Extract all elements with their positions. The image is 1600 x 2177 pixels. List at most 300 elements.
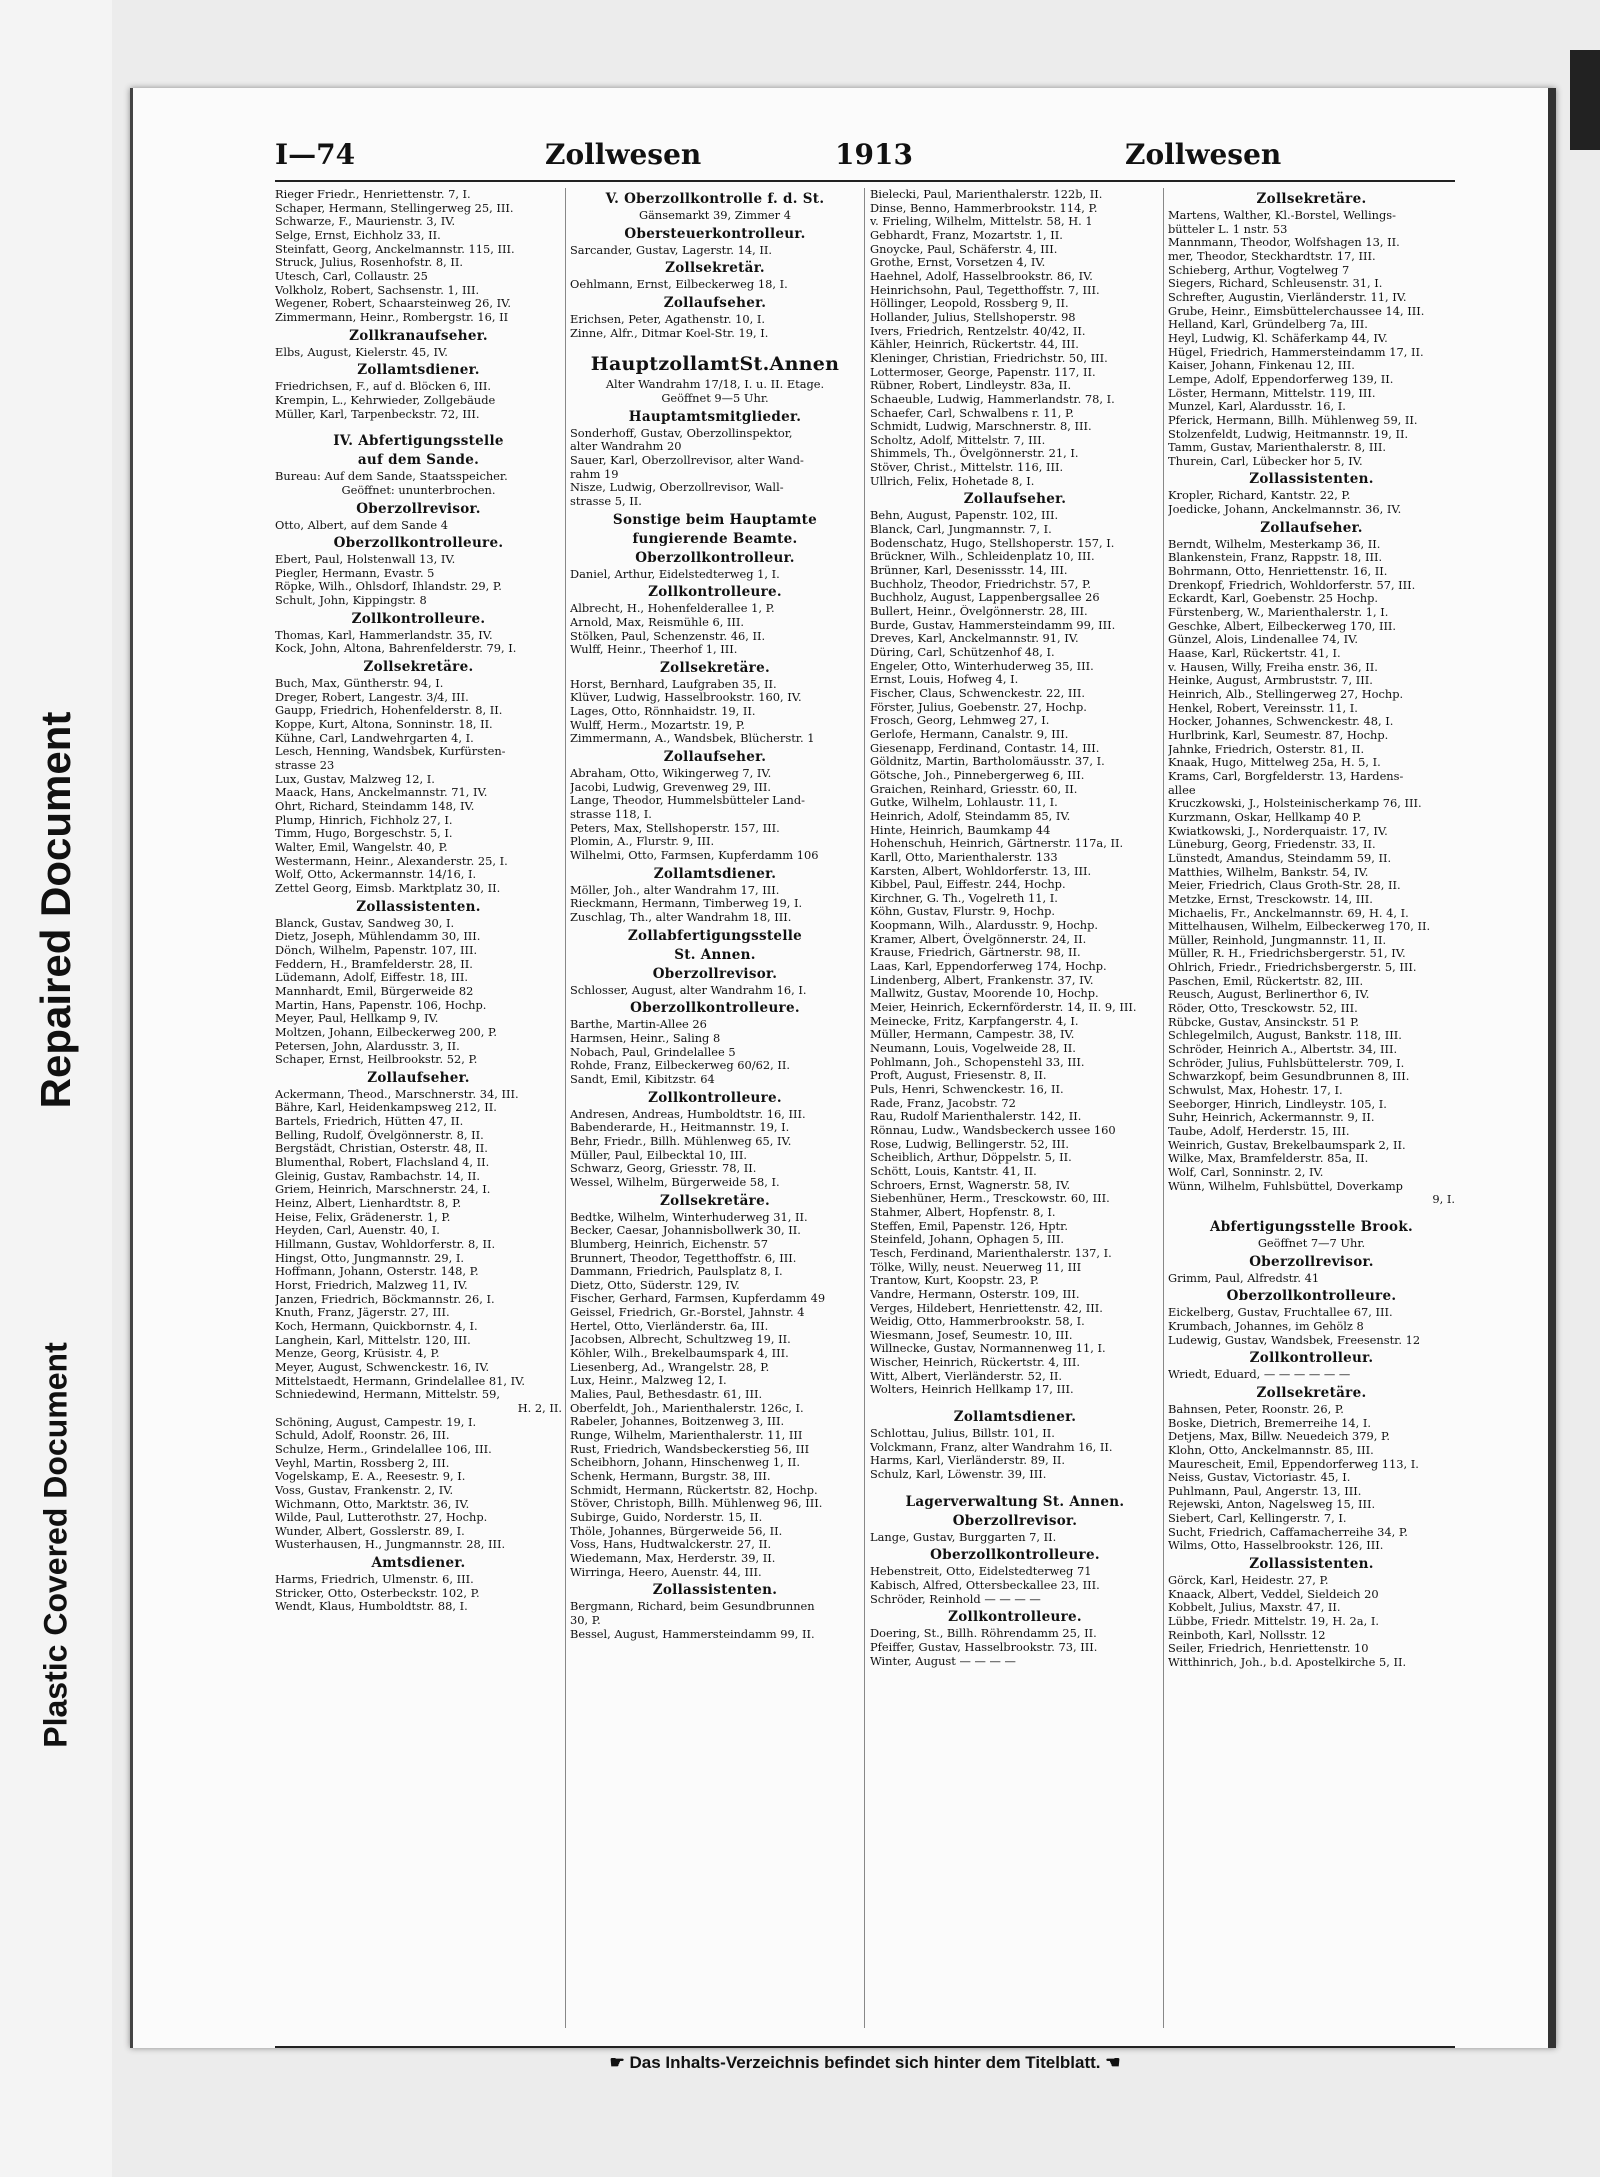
directory-entry: Knaack, Albert, Veddel, Sieldeich 20 xyxy=(1168,1587,1379,1601)
directory-entry: Dreves, Karl, Anckelmannstr. 91, IV. xyxy=(870,632,1079,646)
header-year: 1913 xyxy=(835,138,913,171)
footer-rule xyxy=(275,2046,1455,2048)
section-heading: Amtsdiener. xyxy=(371,1555,466,1572)
directory-entry: Krams, Carl, Borgfelderstr. 13, Hardens- xyxy=(1168,769,1404,783)
directory-entry: Maurescheit, Emil, Eppendorferweg 113, I. xyxy=(1168,1457,1419,1471)
directory-entry: Schlosser, August, alter Wandrahm 16, I. xyxy=(570,983,807,997)
directory-entry: Mittelhausen, Wilhelm, Eilbeckerweg 170, II. xyxy=(1168,920,1431,934)
directory-entry: Heyl, Ludwig, Kl. Schäferkamp 44, IV. xyxy=(1168,331,1388,345)
directory-entry: Meier, Heinrich, Eckernförderstr. 14, II. 9, III. xyxy=(870,1001,1137,1015)
section-heading: Oberzollrevisor. xyxy=(356,500,481,517)
section-heading: Zollkontrolleur. xyxy=(1249,1350,1374,1367)
directory-entry: rahm 19 xyxy=(570,467,619,481)
directory-entry: Bielecki, Paul, Marienthalerstr. 122b, II. xyxy=(870,188,1103,201)
section-heading: Zollkontrolleure. xyxy=(648,584,782,601)
directory-entry: allee xyxy=(1168,783,1196,797)
section-heading: Zollaufseher. xyxy=(367,1069,470,1086)
directory-entry: Görck, Karl, Heidestr. 27, P. xyxy=(1168,1574,1329,1588)
directory-entry: Meier, Friedrich, Claus Groth-Str. 28, II. xyxy=(1168,879,1401,893)
directory-entry: Harms, Karl, Vierländerstr. 89, II. xyxy=(870,1454,1066,1468)
directory-entry: Liesenberg, Ad., Wrangelstr. 28, P. xyxy=(570,1360,770,1374)
directory-entry: Andresen, Andreas, Humboldtstr. 16, III. xyxy=(570,1107,806,1121)
section-heading: Zollsekretäre. xyxy=(1256,191,1367,207)
section-heading: Zollsekretäre. xyxy=(363,659,474,676)
directory-entry: Heinz, Albert, Lienhardtstr. 8, P. xyxy=(275,1197,462,1211)
directory-entry: Scholtz, Adolf, Mittelstr. 7, III. xyxy=(870,433,1046,447)
section-heading: Sonstige beim Hauptamte xyxy=(612,511,818,528)
directory-entry: Dinse, Benno, Hammerbrookstr. 114, P. xyxy=(870,201,1098,215)
directory-entry: Timm, Hugo, Borgeschstr. 5, I. xyxy=(275,827,453,841)
directory-entry: Koch, Hermann, Quickbornstr. 4, I. xyxy=(275,1319,478,1333)
directory-entry: Göldnitz, Martin, Bartholomäusstr. 37, I. xyxy=(870,755,1105,769)
spacer xyxy=(570,340,860,349)
column-3 xyxy=(870,188,1160,2043)
directory-entry: Hohenschuh, Heinrich, Gärtnerstr. 117a, II. xyxy=(870,837,1124,851)
directory-entry: Knuth, Franz, Jägerstr. 27, III. xyxy=(275,1306,450,1320)
section-heading: Zollassistenten. xyxy=(652,1582,778,1599)
directory-entry: Friedrichsen, F., auf d. Blöcken 6, III. xyxy=(275,380,491,394)
section-heading: Zollkontrolleure. xyxy=(351,610,486,627)
spacer xyxy=(275,421,562,430)
footer-note: ☛ Das Inhalts-Verzeichnis befindet sich hinter dem Titelblatt. ☚ xyxy=(609,2053,1121,2072)
directory-entry: Heise, Felix, Grädenerstr. 1, P. xyxy=(275,1210,451,1224)
spacer xyxy=(870,1397,1160,1406)
directory-entry: Detjens, Max, Billw. Neuedeich 379, P. xyxy=(1168,1430,1390,1444)
directory-entry: Moltzen, Johann, Eilbeckerweg 200, P. xyxy=(275,1025,497,1039)
section-heading: Zollassistenten. xyxy=(356,898,481,915)
office-info: Geöffnet: ununterbrochen. xyxy=(341,482,496,497)
directory-entry: Schlottau, Julius, Billstr. 101, II. xyxy=(870,1427,1055,1441)
directory-entry: Erichsen, Peter, Agathenstr. 10, I. xyxy=(570,312,765,326)
directory-entry: Daniel, Arthur, Eidelstedterweg 1, I. xyxy=(570,567,780,581)
directory-entry: Eickelberg, Gustav, Fruchtallee 67, III. xyxy=(1168,1306,1393,1320)
directory-entry: Schulze, Herm., Grindelallee 106, III. xyxy=(275,1442,492,1456)
directory-entry: Arnold, Max, Reismühle 6, III. xyxy=(570,615,745,629)
directory-entry: Gleinig, Gustav, Rambachstr. 14, II. xyxy=(275,1169,481,1183)
directory-entry: Ohrt, Richard, Steindamm 148, IV. xyxy=(275,800,475,813)
directory-entry: Hebenstreit, Otto, Eidelstedterweg 71 xyxy=(870,1565,1092,1579)
directory-entry: Bähre, Karl, Heidenkampsweg 212, II. xyxy=(275,1101,497,1115)
entry-continuation: 9, I. xyxy=(1432,1193,1455,1207)
directory-entry: Schwarzkopf, beim Gesundbrunnen 8, III. xyxy=(1168,1070,1410,1084)
directory-entry: Stölken, Paul, Schenzenstr. 46, II. xyxy=(570,629,766,643)
directory-entry: Babenderarde, H., Heitmannstr. 19, I. xyxy=(570,1121,790,1135)
directory-entry: Wriedt, Eduard, — — — — — — xyxy=(1168,1368,1351,1382)
directory-entry: Nobach, Paul, Grindelallee 5 xyxy=(570,1045,736,1059)
directory-entry: Griem, Heinrich, Marschnerstr. 24, I. xyxy=(275,1183,491,1197)
directory-entry: Grothe, Ernst, Vorsetzen 4, IV. xyxy=(870,256,1046,270)
directory-entry: Schröder, Heinrich A., Albertstr. 34, III. xyxy=(1168,1043,1398,1057)
directory-entry: Blumenthal, Robert, Flachsland 4, II. xyxy=(275,1156,490,1170)
directory-entry: Kabisch, Alfred, Ottersbeckallee 23, III. xyxy=(870,1579,1100,1593)
directory-entry: Puls, Henri, Schwenckestr. 16, II. xyxy=(870,1083,1064,1096)
directory-entry: Bullert, Heinr., Övelgönnerstr. 28, III. xyxy=(870,605,1088,619)
directory-entry: Maack, Hans, Anckelmannstr. 71, IV. xyxy=(275,786,488,800)
directory-entry: Hillmann, Gustav, Wohldorferstr. 8, II. xyxy=(275,1238,496,1252)
directory-entry: Siebenhüner, Herm., Tresckowstr. 60, III. xyxy=(870,1192,1110,1206)
directory-entry: Schöning, August, Campestr. 19, I. xyxy=(275,1415,477,1429)
directory-entry: Köhn, Gustav, Flurstr. 9, Hochp. xyxy=(870,905,1056,919)
directory-entry: Subirge, Guido, Norderstr. 15, II. xyxy=(570,1510,763,1524)
directory-entry: Sandt, Emil, Kibitzstr. 64 xyxy=(570,1072,715,1086)
directory-entry: Petersen, John, Alardusstr. 3, II. xyxy=(275,1039,460,1053)
directory-entry: Neumann, Louis, Vogelweide 28, II. xyxy=(870,1042,1076,1056)
directory-entry: mer, Theodor, Steckhardtstr. 17, III. xyxy=(1168,249,1376,263)
directory-entry: Pohlmann, Joh., Schopenstehl 33, III. xyxy=(870,1055,1085,1069)
directory-entry: Jacobi, Ludwig, Grevenweg 29, III. xyxy=(570,780,771,794)
directory-entry: Klüver, Ludwig, Hasselbrookstr. 160, IV. xyxy=(570,691,802,705)
page-number: I—74 xyxy=(275,138,356,171)
directory-entry: Schroers, Ernst, Wagnerstr. 58, IV. xyxy=(870,1178,1071,1192)
section-heading: Zollamtsdiener. xyxy=(653,865,777,882)
directory-entry: Wessel, Wilhelm, Bürgerweide 58, I. xyxy=(570,1175,780,1189)
directory-entry: Kirchner, G. Th., Vogelreth 11, I. xyxy=(870,891,1058,905)
office-heading: HauptzollamtSt.Annen xyxy=(590,353,840,376)
directory-entry: Brunnert, Theodor, Tegetthoffstr. 6, III. xyxy=(570,1251,797,1265)
directory-entry: Lempe, Adolf, Eppendorferweg 139, II. xyxy=(1168,372,1394,386)
directory-entry: Kibbel, Paul, Eiffestr. 244, Hochp. xyxy=(870,878,1066,892)
directory-entry: Sarcander, Gustav, Lagerstr. 14, II. xyxy=(570,243,773,257)
directory-entry: Wusterhausen, H., Jungmannstr. 28, III. xyxy=(275,1538,506,1552)
directory-entry: Oehlmann, Ernst, Eilbeckerweg 18, I. xyxy=(570,278,788,292)
directory-entry: Drenkopf, Friedrich, Wohldorferstr. 57, III. xyxy=(1168,578,1416,592)
directory-entry: Michaelis, Fr., Anckelmannstr. 69, H. 4, I. xyxy=(1168,906,1409,920)
directory-entry: Günzel, Alois, Lindenallee 74, IV. xyxy=(1168,633,1359,647)
directory-entry: Taube, Adolf, Herderstr. 15, III. xyxy=(1168,1125,1350,1138)
section-heading: Zollassistenten. xyxy=(1249,471,1374,488)
directory-entry: Ernst, Louis, Hofweg 4, I. xyxy=(870,673,1019,687)
directory-entry: Götsche, Joh., Pinnebergerweg 6, III. xyxy=(870,768,1085,782)
section-heading: Zollkranaufseher. xyxy=(349,327,488,344)
directory-entry: Rabeler, Johannes, Boitzenweg 3, III. xyxy=(570,1415,785,1429)
directory-entry: Rejewski, Anton, Nagelsweg 15, III. xyxy=(1168,1498,1376,1512)
section-heading: Oberzollrevisor. xyxy=(652,965,778,982)
directory-entry: Pferick, Hermann, Billh. Mühlenweg 59, II. xyxy=(1168,413,1418,427)
directory-entry: Mannmann, Theodor, Wolfshagen 13, II. xyxy=(1168,236,1400,250)
directory-entry: Walter, Emil, Wangelstr. 40, P. xyxy=(275,840,448,854)
directory-entry: Eckardt, Karl, Goebenstr. 25 Hochp. xyxy=(1168,592,1379,606)
directory-entry: Gaupp, Friedrich, Hohenfelderstr. 8, II. xyxy=(275,704,503,718)
directory-entry: Albrecht, H., Hohenfelderallee 1, P. xyxy=(570,602,775,616)
directory-entry: Lux, Gustav, Malzweg 12, I. xyxy=(275,772,435,786)
section-heading: Hauptamtsmitglieder. xyxy=(628,408,802,425)
directory-entry: Kühne, Carl, Landwehrgarten 4, I. xyxy=(275,731,474,745)
directory-entry: Röder, Otto, Tresckowstr. 52, III. xyxy=(1168,1002,1358,1016)
directory-entry: Rau, Rudolf Marienthalerstr. 142, II. xyxy=(870,1110,1082,1124)
directory-entry: Geissel, Friedrich, Gr.-Borstel, Jahnstr. 4 xyxy=(570,1306,805,1320)
directory-entry: Bergmann, Richard, beim Gesundbrunnen xyxy=(570,1600,815,1614)
directory-entry: Meyer, Paul, Hellkamp 9, IV. xyxy=(275,1012,439,1026)
directory-entry: Menze, Georg, Krüsistr. 4, P. xyxy=(275,1347,440,1361)
directory-entry: Behr, Friedr., Billh. Mühlenweg 65, IV. xyxy=(570,1134,792,1148)
directory-entry: Blanck, Gustav, Sandweg 30, I. xyxy=(275,916,455,930)
directory-entry: Wilke, Max, Bramfelderstr. 85a, II. xyxy=(1168,1152,1369,1166)
directory-entry: Schniedewind, Hermann, Mittelstr. 59, xyxy=(275,1388,500,1402)
directory-entry: Dammann, Friedrich, Paulsplatz 8, I. xyxy=(570,1265,783,1279)
directory-entry: Höllinger, Leopold, Rossberg 9, II. xyxy=(870,297,1069,311)
directory-entry: Blankenstein, Franz, Rappstr. 18, III. xyxy=(1168,551,1383,565)
directory-entry: Fürstenberg, W., Marienthalerstr. 1, I. xyxy=(1168,606,1389,620)
directory-entry: Buchholz, August, Lappenbergsallee 26 xyxy=(870,591,1100,605)
directory-entry: Schött, Louis, Kantstr. 41, II. xyxy=(870,1164,1037,1178)
directory-entry: Scheiblich, Arthur, Döppelstr. 5, II. xyxy=(870,1151,1072,1165)
directory-entry: Brünner, Karl, Desenissstr. 14, III. xyxy=(870,564,1068,578)
directory-entry: Ivers, Friedrich, Rentzelstr. 40/42, II. xyxy=(870,324,1086,338)
directory-entry: Ludewig, Gustav, Wandsbek, Freesenstr. 12 xyxy=(1168,1333,1421,1347)
directory-entry: Zinne, Alfr., Ditmar Koel-Str. 19, I. xyxy=(570,326,769,340)
directory-entry: v. Hausen, Willy, Freiha enstr. 36, II. xyxy=(1168,660,1378,674)
directory-entry: Hollander, Julius, Stellshoperstr. 98 xyxy=(870,310,1076,324)
directory-entry: Schaefer, Carl, Schwalbens r. 11, P. xyxy=(870,406,1074,420)
directory-entry: Weinrich, Gustav, Brekelbaumspark 2, II. xyxy=(1168,1138,1406,1152)
section-heading: Zollkontrolleure. xyxy=(648,1089,782,1106)
directory-entry: Krempin, L., Kehrwieder, Zollgebäude xyxy=(275,393,496,407)
directory-entry: Witthinrich, Joh., b.d. Apostelkirche 5, II. xyxy=(1168,1656,1407,1670)
directory-entry: Schröder, Julius, Fuhlsbüttelerstr. 709, I. xyxy=(1168,1056,1405,1070)
directory-entry: v. Frieling, Wilhelm, Mittelstr. 58, H. 1 xyxy=(870,215,1093,229)
directory-entry: Metzke, Ernst, Tresckowstr. 14, III. xyxy=(1168,892,1373,906)
directory-entry: Abraham, Otto, Wikingerweg 7, IV. xyxy=(570,767,772,781)
directory-entry: Belling, Rudolf, Övelgönnerstr. 8, II. xyxy=(275,1128,484,1142)
directory-entry: Rübcke, Gustav, Ansinckstr. 51 P. xyxy=(1168,1015,1360,1029)
directory-entry: Wischer, Heinrich, Rückertstr. 4, III. xyxy=(870,1356,1081,1370)
directory-entry: Wilde, Paul, Lutterothstr. 27, Hochp. xyxy=(275,1511,488,1525)
directory-entry: Sucht, Friedrich, Caffamacherreihe 34, P. xyxy=(1168,1525,1408,1539)
directory-entry: Trantow, Kurt, Koopstr. 23, P. xyxy=(870,1274,1039,1288)
directory-entry: Winter, August — — — — xyxy=(870,1654,1016,1668)
directory-entry: Karsten, Albert, Wohldorferstr. 13, III. xyxy=(870,864,1092,878)
directory-entry: Wiesmann, Josef, Seumestr. 10, III. xyxy=(870,1328,1073,1342)
directory-entry: Harms, Friedrich, Ulmenstr. 6, III. xyxy=(275,1573,474,1587)
section-heading: Oberzollkontrolleure. xyxy=(630,1000,800,1017)
directory-entry: Bartels, Friedrich, Hütten 47, II. xyxy=(275,1115,464,1129)
directory-entry: Berndt, Wilhelm, Mesterkamp 36, II. xyxy=(1168,537,1381,551)
directory-entry: Bedtke, Wilhelm, Winterhuderweg 31, II. xyxy=(570,1210,808,1224)
directory-entry: Blumberg, Heinrich, Eichenstr. 57 xyxy=(570,1237,768,1251)
directory-entry: Westermann, Heinr., Alexanderstr. 25, I. xyxy=(275,854,508,868)
directory-entry: Matthies, Wilhelm, Bankstr. 54, IV. xyxy=(1168,865,1369,879)
directory-entry: Fischer, Gerhard, Farmsen, Kupferdamm 49 xyxy=(570,1292,826,1306)
directory-entry: Harmsen, Heinr., Saling 8 xyxy=(570,1031,721,1045)
directory-entry: Peters, Max, Stellshoperstr. 157, III. xyxy=(570,821,780,835)
directory-entry: Klohn, Otto, Anckelmannstr. 85, III. xyxy=(1168,1443,1374,1457)
spacer xyxy=(870,1482,1160,1491)
directory-entry: Wünn, Wilhelm, Fuhlsbüttel, Doverkamp xyxy=(1168,1179,1403,1193)
directory-entry: Schlegelmilch, August, Bankstr. 118, III. xyxy=(1168,1029,1402,1043)
directory-entry: Mittelstaedt, Hermann, Grindelallee 81, IV. xyxy=(275,1374,526,1388)
directory-entry: Joedicke, Johann, Anckelmannstr. 36, IV. xyxy=(1168,503,1402,517)
directory-entry: Tölke, Willy, neust. Neuerweg 11, III xyxy=(870,1260,1082,1274)
directory-entry: Doering, St., Billh. Röhrendamm 25, II. xyxy=(870,1627,1097,1641)
directory-entry: Lux, Heinr., Malzweg 12, I. xyxy=(570,1374,727,1388)
directory-entry: Oberfeldt, Joh., Marienthalerstr. 126c, I. xyxy=(570,1401,804,1415)
directory-entry: Wolf, Otto, Ackermannstr. 14/16, I. xyxy=(275,868,477,882)
directory-entry: Wilhelmi, Otto, Farmsen, Kupferdamm 106 xyxy=(570,849,819,863)
section-heading: Oberzollkontrolleure. xyxy=(1226,1288,1397,1305)
directory-entry: Willnecke, Gustav, Normannenweg 11, I. xyxy=(870,1342,1106,1356)
directory-entry: Malies, Paul, Bethesdastr. 61, III. xyxy=(570,1388,763,1402)
directory-entry: Laas, Karl, Eppendorferweg 174, Hochp. xyxy=(870,960,1107,974)
directory-entry: Wolf, Carl, Sonninstr. 2, IV. xyxy=(1168,1165,1324,1179)
section-heading: Zollassistenten. xyxy=(1249,1556,1374,1573)
directory-entry: Röpke, Wilh., Ohlsdorf, Ihlandstr. 29, P. xyxy=(275,580,502,594)
section-heading: Zollaufseher. xyxy=(963,491,1067,508)
directory-entry: Stolzenfeldt, Ludwig, Heitmannstr. 19, II. xyxy=(1168,427,1409,441)
directory-entry: Wiedemann, Max, Herderstr. 39, II. xyxy=(570,1551,776,1565)
directory-entry: Grimm, Paul, Alfredstr. 41 xyxy=(1168,1271,1320,1285)
directory-entry: Schmidt, Ludwig, Marschnerstr. 8, III. xyxy=(870,420,1092,434)
directory-entry: Bessel, August, Hammersteindamm 99, II. xyxy=(570,1627,815,1641)
directory-entry: Haehnel, Adolf, Hasselbrookstr. 86, IV. xyxy=(870,269,1093,283)
directory-entry: Puhlmann, Paul, Angerstr. 13, III. xyxy=(1168,1484,1362,1498)
section-heading: Zollamtsdiener. xyxy=(953,1409,1077,1426)
directory-entry: Behn, August, Papenstr. 102, III. xyxy=(870,509,1059,523)
directory-entry: Schaper, Ernst, Heilbrookstr. 52, P. xyxy=(275,1053,478,1067)
directory-entry: Brückner, Wilh., Schleidenplatz 10, III. xyxy=(870,550,1095,564)
directory-entry: Bohrmann, Otto, Henriettenstr. 16, II. xyxy=(1168,565,1388,579)
directory-entry: Kruczkowski, J., Holsteinischerkamp 76, III. xyxy=(1168,797,1422,811)
directory-entry: Reinboth, Karl, Nollsstr. 12 xyxy=(1168,1628,1326,1642)
directory-entry: Köhler, Wilh., Brekelbaumspark 4, III. xyxy=(570,1347,789,1361)
directory-entry: Selge, Ernst, Eichholz 33, II. xyxy=(275,228,441,242)
directory-entry: Stricker, Otto, Osterbeckstr. 102, P. xyxy=(275,1586,480,1600)
directory-entry: Pfeiffer, Gustav, Hasselbrookstr. 73, III. xyxy=(870,1641,1098,1654)
directory-entry: Runge, Wilhelm, Marienthalerstr. 11, III xyxy=(570,1429,803,1443)
directory-page xyxy=(130,88,1556,2072)
directory-entry: Wendt, Klaus, Humboldtstr. 88, I. xyxy=(275,1600,468,1614)
directory-entry: Plomin, A., Flurstr. 9, III. xyxy=(570,835,715,849)
directory-entry: Meinecke, Fritz, Karpfangerstr. 4, I. xyxy=(870,1014,1079,1028)
directory-entry: Munzel, Karl, Alardusstr. 16, I. xyxy=(1168,400,1346,414)
directory-entry: Karll, Otto, Marienthalerstr. 133 xyxy=(870,850,1058,864)
directory-entry: Schwarz, Georg, Griesstr. 78, II. xyxy=(570,1162,757,1176)
directory-entry: Wulff, Heinr., Theerhof 1, III. xyxy=(570,643,738,657)
directory-entry: Ebert, Paul, Holstenwall 13, IV. xyxy=(275,553,456,567)
directory-entry: Tamm, Gustav, Marienthalerstr. 8, III. xyxy=(1168,441,1386,455)
directory-entry: Engeler, Otto, Winterhuderweg 35, III. xyxy=(870,659,1094,673)
directory-entry: Graichen, Reinhard, Griesstr. 60, II. xyxy=(870,782,1078,796)
directory-entry: Ackermann, Theod., Marschnerstr. 34, III. xyxy=(275,1087,519,1101)
directory-entry: Utesch, Carl, Collaustr. 25 xyxy=(275,269,428,283)
directory-entry: Steinfatt, Georg, Anckelmannstr. 115, III. xyxy=(275,242,515,256)
section-heading: Zollkontrolleure. xyxy=(948,1609,1082,1626)
directory-entry: Buchholz, Theodor, Friedrichstr. 57, P. xyxy=(870,577,1092,591)
directory-entry: Müller, Paul, Eilbecktal 10, III. xyxy=(570,1148,748,1162)
directory-entry: Förster, Julius, Goebenstr. 27, Hochp. xyxy=(870,700,1087,714)
directory-entry: Wichmann, Otto, Marktstr. 36, IV. xyxy=(275,1497,470,1511)
section-heading: auf dem Sande. xyxy=(357,452,480,469)
directory-entry: Heinrich, Adolf, Steindamm 85, IV. xyxy=(870,809,1071,823)
directory-entry: Wilms, Otto, Hasselbrookstr. 126, III. xyxy=(1168,1539,1384,1553)
section-heading: St. Annen. xyxy=(674,946,756,963)
directory-entry: Reusch, August, Berlinerthor 6, IV. xyxy=(1168,988,1370,1002)
directory-entry: Rübner, Robert, Lindleystr. 83a, II. xyxy=(870,379,1072,393)
directory-entry: Dietz, Otto, Süderstr. 129, IV. xyxy=(570,1278,740,1292)
directory-entry: alter Wandrahm 20 xyxy=(570,440,682,454)
directory-entry: Sonderhoff, Gustav, Oberzollinspektor, xyxy=(570,426,793,440)
directory-entry: Thöle, Johannes, Bürgerweide 56, II. xyxy=(570,1524,783,1538)
section-heading: IV. Abfertigungsstelle xyxy=(333,433,504,450)
directory-entry: Koppe, Kurt, Altona, Sonninstr. 18, II. xyxy=(275,718,493,732)
directory-entry: Dietz, Joseph, Mühlendamm 30, III. xyxy=(275,930,481,944)
directory-entry: Helland, Karl, Gründelberg 7a, III. xyxy=(1168,318,1368,332)
directory-entry: Kurzmann, Oskar, Hellkamp 40 P. xyxy=(1168,810,1362,824)
directory-entry: Ohlrich, Friedr., Friedrichsbergerstr. 5, III. xyxy=(1168,961,1417,975)
directory-entry: Lesch, Henning, Wandsbek, Kurfürsten- xyxy=(275,745,506,759)
directory-entry: Lüdemann, Adolf, Eiffestr. 18, III. xyxy=(275,971,469,985)
plastic-covered-document-label: Plastic Covered Document xyxy=(37,1342,74,1748)
directory-entry: Verges, Hildebert, Henriettenstr. 42, III. xyxy=(870,1301,1103,1315)
directory-entry: Volkholz, Robert, Sachsenstr. 1, III. xyxy=(275,283,480,297)
directory-entry: Gnoycke, Paul, Schäferstr. 4, III. xyxy=(870,242,1058,256)
column-divider xyxy=(864,188,865,2028)
section-heading: Oberzollrevisor. xyxy=(1249,1253,1374,1270)
directory-entry: Seiler, Friedrich, Henriettenstr. 10 xyxy=(1168,1642,1369,1656)
section-heading: Zollsekretäre. xyxy=(660,1192,770,1209)
directory-entry: Lange, Gustav, Burggarten 7, II. xyxy=(870,1530,1057,1544)
directory-entry: Rieger Friedr., Henriettenstr. 7, I. xyxy=(275,188,471,201)
directory-entry: Thurein, Carl, Lübecker hor 5, IV. xyxy=(1168,454,1363,468)
directory-entry: Rieckmann, Hermann, Timberweg 19, I. xyxy=(570,897,803,911)
header-rule xyxy=(275,180,1455,182)
directory-entry: Piegler, Hermann, Evastr. 5 xyxy=(275,566,435,580)
directory-entry: Dreger, Robert, Langestr. 3/4, III. xyxy=(275,690,469,704)
directory-entry: Rohde, Franz, Eilbeckerweg 60/62, II. xyxy=(570,1059,790,1073)
directory-entry: Rade, Franz, Jacobstr. 72 xyxy=(870,1096,1016,1110)
directory-entry: Steinfeld, Johann, Ophagen 5, III. xyxy=(870,1233,1065,1247)
section-heading: Zollsekretäre. xyxy=(660,659,770,676)
directory-entry: Hurlbrink, Karl, Seumestr. 87, Hochp. xyxy=(1168,728,1389,742)
column-4 xyxy=(1168,188,1455,2043)
directory-entry: Feddern, H., Bramfelderstr. 28, II. xyxy=(275,957,473,971)
directory-entry: Giesenapp, Ferdinand, Contastr. 14, III. xyxy=(870,741,1100,755)
section-heading: Lagerverwaltung St. Annen. xyxy=(905,1493,1125,1510)
section-heading: Zollamtsdiener. xyxy=(357,362,480,379)
directory-entry: Vandre, Hermann, Osterstr. 109, III. xyxy=(870,1287,1080,1301)
office-info: Alter Wandrahm 17/18, I. u. II. Etage. xyxy=(605,377,825,392)
directory-entry: Gebhardt, Franz, Mozartstr. 1, II. xyxy=(870,228,1063,242)
directory-entry: Kramer, Albert, Övelgönnerstr. 24, II. xyxy=(870,932,1087,946)
directory-entry: Siebert, Carl, Kellingerstr. 7, I. xyxy=(1168,1512,1347,1526)
directory-entry: Becker, Caesar, Johannisbollwerk 30, II. xyxy=(570,1224,801,1238)
directory-entry: Voss, Hans, Hudtwalckerstr. 27, II. xyxy=(570,1538,772,1552)
directory-entry: strasse 118, I. xyxy=(570,808,652,822)
directory-entry: Nisze, Ludwig, Oberzollrevisor, Wall- xyxy=(570,481,784,495)
column-2 xyxy=(570,188,860,2043)
directory-entry: Schult, John, Kippingstr. 8 xyxy=(275,594,427,608)
directory-entry: Zuschlag, Th., alter Wandrahm 18, III. xyxy=(570,911,792,924)
directory-entry: Meyer, August, Schwenckestr. 16, IV. xyxy=(275,1360,490,1374)
directory-entry: Fischer, Claus, Schwenckestr. 22, III. xyxy=(870,686,1085,700)
section-heading: Oberzollrevisor. xyxy=(952,1512,1078,1529)
directory-entry: Martens, Walther, Kl.-Borstel, Wellings- xyxy=(1168,209,1396,222)
directory-entry: Wunder, Albert, Gosslerstr. 89, I. xyxy=(275,1524,465,1538)
directory-entry: Dönch, Wilhelm, Papenstr. 107, III. xyxy=(275,943,478,957)
directory-entry: Witt, Albert, Vierländerstr. 52, II. xyxy=(870,1369,1063,1383)
directory-entry: Kaiser, Johann, Finkenau 12, III. xyxy=(1168,359,1355,373)
directory-entry: Plump, Hinrich, Fichholz 27, I. xyxy=(275,813,453,827)
directory-entry: Jahnke, Friedrich, Osterstr. 81, II. xyxy=(1168,742,1365,756)
directory-entry: Koopmann, Wilh., Alardusstr. 9, Hochp. xyxy=(870,919,1099,933)
directory-entry: Blanck, Carl, Jungmannstr. 7, I. xyxy=(870,523,1052,537)
section-heading: Zollabfertigungsstelle xyxy=(627,927,803,944)
directory-entry: Wirringa, Heero, Auenstr. 44, III. xyxy=(570,1565,762,1579)
section-heading: Abfertigungsstelle Brook. xyxy=(1210,1218,1413,1235)
directory-entry: Veyhl, Martin, Rossberg 2, III. xyxy=(275,1456,450,1470)
directory-entry: Hügel, Friedrich, Hammersteindamm 17, II. xyxy=(1168,345,1424,359)
directory-entry: Düring, Carl, Schützenhof 48, I. xyxy=(870,646,1055,659)
section-heading: Zollsekretäre. xyxy=(1256,1384,1367,1401)
